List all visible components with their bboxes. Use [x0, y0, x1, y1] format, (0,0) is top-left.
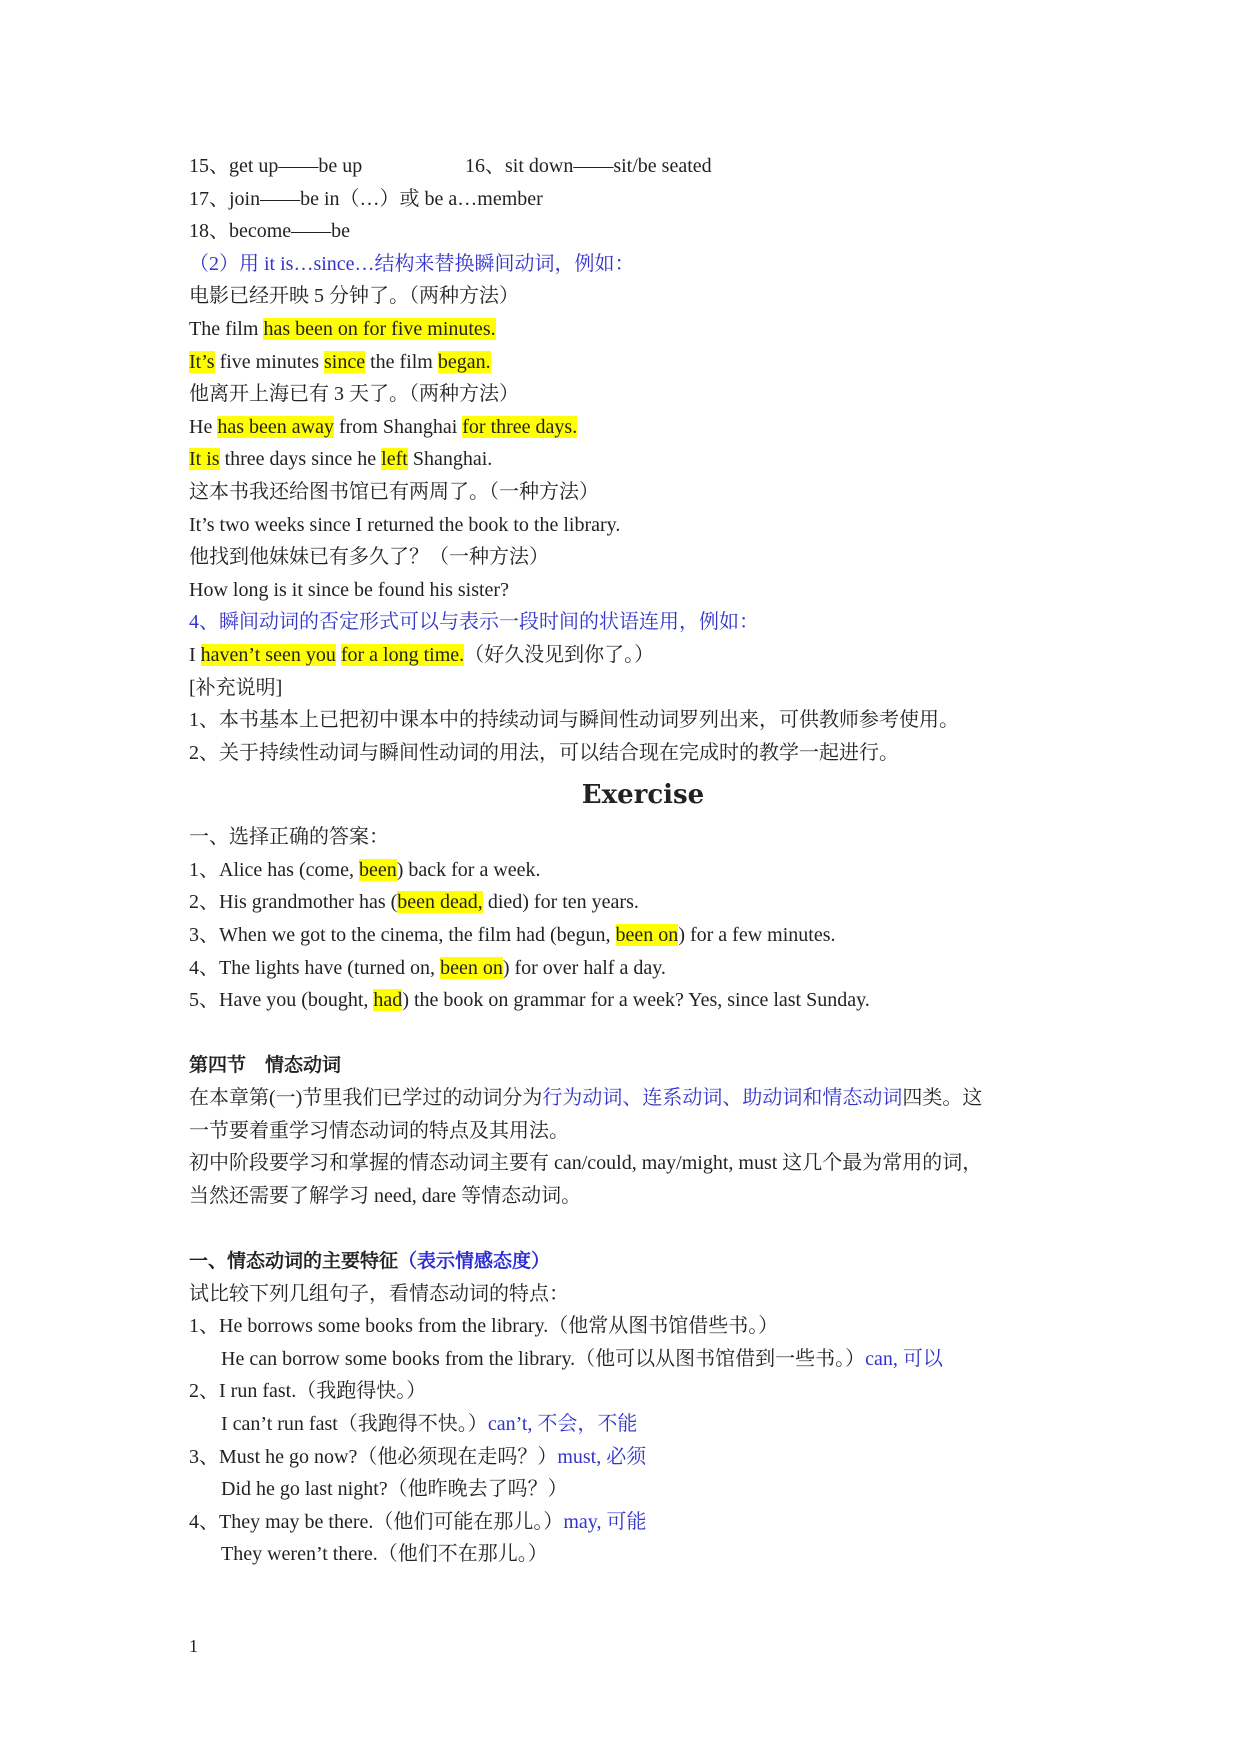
text-span: 5、Have you (bought,	[189, 989, 374, 1012]
group1-sentence-b	[189, 1343, 1069, 1376]
page-content	[189, 150, 1069, 1571]
spacer	[189, 1017, 1069, 1050]
text-span: 4、They may be there.（他们可能在那儿。）	[189, 1510, 564, 1533]
modal-note: may, 可能	[563, 1510, 647, 1533]
exercise-title: Exercise	[581, 780, 705, 811]
group3-sentence-a	[189, 1441, 1069, 1474]
text-span: ) for a few minutes.	[678, 924, 836, 947]
highlight: has been away	[217, 415, 334, 438]
text-span: I can’t run fast（我跑得不快。）	[221, 1412, 488, 1435]
group2-sentence-b	[189, 1408, 1069, 1441]
text-span: He	[189, 415, 218, 438]
point4-heading: 4、瞬间动词的否定形式可以与表示一段时间的状语连用，例如：	[189, 611, 759, 634]
method2-heading: （2）用 it is…since…结构来替换瞬间动词，例如：	[189, 252, 635, 275]
exercise-question-4	[189, 952, 1069, 985]
group1-sentence-a: 1、He borrows some books from the library.（他常从图书馆借些书。）	[189, 1315, 779, 1338]
exercise-question-3	[189, 919, 1069, 952]
text-span: 3、When we got to the cinema, the film had (begun,	[189, 924, 616, 947]
example3-chinese: 这本书我还给图书馆已有两周了。（一种方法）	[189, 480, 599, 503]
example2-sentence-b	[189, 443, 1069, 476]
features-heading-line	[189, 1245, 1069, 1278]
example1-sentence-b	[189, 346, 1069, 379]
example2-chinese: 他离开上海已有 3 天了。（两种方法）	[189, 383, 519, 406]
exercise-question-5	[189, 984, 1069, 1017]
text-span: 在本章第(一)节里我们已学过的动词分为	[189, 1087, 543, 1110]
highlight: for three days.	[462, 415, 578, 438]
modal-note: can’t, 不会，不能	[487, 1412, 638, 1435]
section4-paragraph-2a: 初中阶段要学习和掌握的情态动词主要有 can/could, may/might, must 这几个最为常用的词，	[189, 1152, 983, 1175]
supplement-heading: [补充说明]	[189, 676, 283, 699]
section4-heading: 第四节 情态动词	[189, 1054, 342, 1077]
exercise-intro: 一、选择正确的答案：	[189, 826, 389, 849]
spacer	[189, 1212, 1069, 1245]
pair-15: 15、get up——be up	[189, 155, 363, 177]
text-span: The film	[189, 317, 264, 340]
pair-17: 17、join——be in（…）或 be a…member	[189, 187, 543, 210]
example4-sentence: How long is it since be found his sister?	[189, 578, 509, 601]
exercise-question-1	[189, 854, 1069, 887]
highlight: began.	[437, 350, 491, 373]
answer-highlight: been	[358, 858, 397, 881]
text-span: died) for ten years.	[482, 891, 639, 914]
page-number: 1	[189, 1636, 198, 1656]
text-span: three days since he	[219, 448, 382, 471]
group3-sentence-b: Did he go last night?（他昨晚去了吗？）	[221, 1478, 568, 1501]
text-span: five minutes	[214, 350, 324, 373]
answer-highlight: been dead,	[397, 891, 483, 914]
highlight: has been on for five minutes.	[263, 317, 496, 340]
answer-highlight: been on	[440, 956, 503, 979]
group2-sentence-a: 2、I run fast.（我跑得快。）	[189, 1380, 427, 1403]
features-intro: 试比较下列几组句子，看情态动词的特点：	[189, 1282, 569, 1305]
modal-note: can, 可以	[865, 1347, 943, 1370]
example1-sentence-a	[189, 313, 1069, 346]
text-span: （好久没见到你了。）	[464, 643, 655, 666]
highlight: since	[324, 350, 366, 373]
text-span: 3、Must he go now?（他必须现在走吗？）	[189, 1445, 558, 1468]
example2-sentence-a	[189, 411, 1069, 444]
answer-highlight: been on	[615, 924, 679, 947]
text-span: He can borrow some books from the library.（他可以从图书馆借到一些书。）	[221, 1347, 866, 1370]
text-span: 1、Alice has (come,	[189, 858, 359, 881]
supplement-note-2: 2、关于持续性动词与瞬间性动词的用法，可以结合现在完成时的教学一起进行。	[189, 741, 899, 764]
highlight: It is	[189, 448, 220, 471]
text-span: from Shanghai	[333, 415, 463, 438]
features-heading-note: （表示情感态度）	[398, 1250, 551, 1272]
pair-line-15-16	[189, 150, 1069, 183]
group4-sentence-b: They weren’t there.（他们不在那儿。）	[221, 1543, 548, 1566]
text-span: ) the book on grammar for a week? Yes, since last Sunday.	[402, 989, 870, 1012]
highlight: haven’t seen you	[200, 643, 336, 666]
answer-highlight: had	[373, 989, 403, 1012]
pair-16: 16、sit down——sit/be seated	[465, 155, 712, 177]
text-span: ) for over half a day.	[502, 956, 666, 979]
text-span: 四类。这	[902, 1087, 983, 1110]
highlight: It’s	[189, 350, 215, 373]
point4-example	[189, 639, 1069, 672]
text-span: Shanghai.	[407, 448, 493, 471]
group4-sentence-a	[189, 1506, 1069, 1539]
example4-chinese: 他找到他妹妹已有多久了？（一种方法）	[189, 546, 549, 569]
verb-types: 行为动词、连系动词、助动词和情态动词	[542, 1087, 903, 1110]
text-span: 2、His grandmother has (	[189, 891, 398, 914]
text-span: the film	[365, 350, 438, 373]
example3-sentence: It’s two weeks since I returned the book to the library.	[189, 513, 621, 536]
example1-chinese: 电影已经开映 5 分钟了。（两种方法）	[189, 285, 519, 308]
exercise-question-2	[189, 886, 1069, 919]
highlight: left	[381, 448, 408, 471]
section4-paragraph-1b: 一节要着重学习情态动词的特点及其用法。	[189, 1119, 569, 1142]
section4-paragraph-2b: 当然还需要了解学习 need, dare 等情态动词。	[189, 1184, 582, 1207]
supplement-note-1: 1、本书基本上已把初中课本中的持续动词与瞬间性动词罗列出来，可供教师参考使用。	[189, 709, 959, 732]
features-heading: 一、情态动词的主要特征	[189, 1250, 399, 1272]
highlight: for a long time.	[340, 643, 465, 666]
text-span: 4、The lights have (turned on,	[189, 956, 441, 979]
modal-note: must, 必须	[557, 1445, 647, 1468]
text-span: I	[189, 643, 201, 666]
pair-18: 18、become——be	[189, 220, 351, 243]
section4-paragraph-1a	[189, 1082, 1069, 1115]
text-span: ) back for a week.	[396, 858, 541, 881]
